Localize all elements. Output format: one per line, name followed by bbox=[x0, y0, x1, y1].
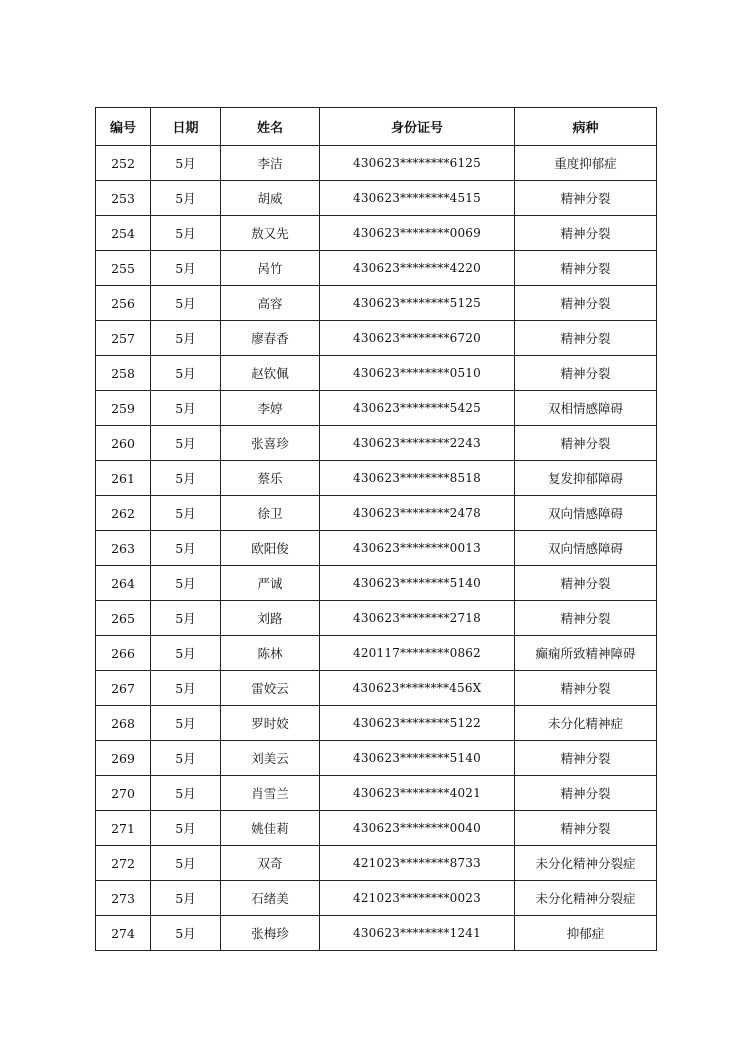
table-row bbox=[96, 706, 657, 741]
cell-id-number: 421023********0023 bbox=[320, 881, 515, 916]
cell-id-number: 430623********0510 bbox=[320, 356, 515, 391]
cell-name: 肖雪兰 bbox=[221, 776, 320, 811]
cell-id-number: 430623********2718 bbox=[320, 601, 515, 636]
table-row bbox=[96, 181, 657, 216]
cell-number: 265 bbox=[96, 601, 151, 636]
table-row bbox=[96, 636, 657, 671]
cell-name: 欧阳俊 bbox=[221, 531, 320, 566]
cell-date: 5月 bbox=[151, 496, 221, 531]
cell-name: 雷姣云 bbox=[221, 671, 320, 706]
cell-id-number: 430623********456X bbox=[320, 671, 515, 706]
cell-number: 254 bbox=[96, 216, 151, 251]
cell-id-number: 430623********4021 bbox=[320, 776, 515, 811]
cell-name: 张喜珍 bbox=[221, 426, 320, 461]
cell-disease: 精神分裂 bbox=[515, 216, 657, 251]
header-name: 姓名 bbox=[221, 108, 320, 146]
cell-number: 273 bbox=[96, 881, 151, 916]
cell-name: 双奇 bbox=[221, 846, 320, 881]
table-row bbox=[96, 811, 657, 846]
table-row bbox=[96, 566, 657, 601]
table-row bbox=[96, 146, 657, 181]
cell-disease: 精神分裂 bbox=[515, 286, 657, 321]
cell-number: 257 bbox=[96, 321, 151, 356]
cell-name: 陈林 bbox=[221, 636, 320, 671]
cell-date: 5月 bbox=[151, 321, 221, 356]
cell-name: 姚佳莉 bbox=[221, 811, 320, 846]
cell-number: 263 bbox=[96, 531, 151, 566]
cell-number: 259 bbox=[96, 391, 151, 426]
cell-number: 267 bbox=[96, 671, 151, 706]
cell-name: 赵钦佩 bbox=[221, 356, 320, 391]
cell-name: 廖春香 bbox=[221, 321, 320, 356]
cell-number: 258 bbox=[96, 356, 151, 391]
table-row bbox=[96, 461, 657, 496]
cell-disease: 未分化精神分裂症 bbox=[515, 881, 657, 916]
cell-disease: 精神分裂 bbox=[515, 601, 657, 636]
cell-disease: 癫痫所致精神障碍 bbox=[515, 636, 657, 671]
cell-name: 严诚 bbox=[221, 566, 320, 601]
cell-date: 5月 bbox=[151, 146, 221, 181]
table-body bbox=[96, 146, 657, 951]
cell-disease: 精神分裂 bbox=[515, 321, 657, 356]
cell-name: 徐卫 bbox=[221, 496, 320, 531]
cell-id-number: 430623********5140 bbox=[320, 741, 515, 776]
cell-date: 5月 bbox=[151, 811, 221, 846]
cell-name: 张梅珍 bbox=[221, 916, 320, 951]
cell-id-number: 430623********5140 bbox=[320, 566, 515, 601]
cell-id-number: 430623********0013 bbox=[320, 531, 515, 566]
cell-disease: 未分化精神症 bbox=[515, 706, 657, 741]
cell-name: 敖又先 bbox=[221, 216, 320, 251]
cell-id-number: 430623********2243 bbox=[320, 426, 515, 461]
cell-date: 5月 bbox=[151, 531, 221, 566]
cell-disease: 复发抑郁障碍 bbox=[515, 461, 657, 496]
patient-table bbox=[95, 107, 657, 951]
cell-id-number: 430623********8518 bbox=[320, 461, 515, 496]
cell-name: 胡威 bbox=[221, 181, 320, 216]
cell-date: 5月 bbox=[151, 251, 221, 286]
cell-number: 274 bbox=[96, 916, 151, 951]
cell-name: 刘美云 bbox=[221, 741, 320, 776]
cell-name: 高容 bbox=[221, 286, 320, 321]
table-row bbox=[96, 321, 657, 356]
cell-date: 5月 bbox=[151, 776, 221, 811]
patient-table-sheet bbox=[95, 107, 656, 951]
cell-date: 5月 bbox=[151, 636, 221, 671]
table-row bbox=[96, 776, 657, 811]
cell-id-number: 430623********6125 bbox=[320, 146, 515, 181]
cell-date: 5月 bbox=[151, 846, 221, 881]
cell-number: 252 bbox=[96, 146, 151, 181]
cell-date: 5月 bbox=[151, 601, 221, 636]
table-row bbox=[96, 846, 657, 881]
cell-name: 呙竹 bbox=[221, 251, 320, 286]
table-row bbox=[96, 496, 657, 531]
cell-date: 5月 bbox=[151, 391, 221, 426]
cell-number: 261 bbox=[96, 461, 151, 496]
cell-name: 刘路 bbox=[221, 601, 320, 636]
cell-number: 256 bbox=[96, 286, 151, 321]
cell-date: 5月 bbox=[151, 216, 221, 251]
cell-id-number: 430623********0040 bbox=[320, 811, 515, 846]
cell-disease: 双向情感障碍 bbox=[515, 531, 657, 566]
cell-date: 5月 bbox=[151, 916, 221, 951]
cell-disease: 精神分裂 bbox=[515, 741, 657, 776]
cell-date: 5月 bbox=[151, 706, 221, 741]
cell-date: 5月 bbox=[151, 461, 221, 496]
cell-name: 李婷 bbox=[221, 391, 320, 426]
table-header-row bbox=[96, 108, 657, 146]
cell-name: 蔡乐 bbox=[221, 461, 320, 496]
table-row bbox=[96, 391, 657, 426]
cell-disease: 精神分裂 bbox=[515, 566, 657, 601]
cell-id-number: 430623********5125 bbox=[320, 286, 515, 321]
cell-id-number: 420117********0862 bbox=[320, 636, 515, 671]
cell-disease: 双相情感障碍 bbox=[515, 391, 657, 426]
cell-date: 5月 bbox=[151, 671, 221, 706]
table-row bbox=[96, 426, 657, 461]
cell-id-number: 430623********4220 bbox=[320, 251, 515, 286]
cell-id-number: 430623********5122 bbox=[320, 706, 515, 741]
cell-date: 5月 bbox=[151, 181, 221, 216]
cell-number: 269 bbox=[96, 741, 151, 776]
cell-disease: 精神分裂 bbox=[515, 776, 657, 811]
cell-number: 262 bbox=[96, 496, 151, 531]
table-row bbox=[96, 881, 657, 916]
table-row bbox=[96, 531, 657, 566]
cell-id-number: 430623********4515 bbox=[320, 181, 515, 216]
table-row bbox=[96, 286, 657, 321]
table-row bbox=[96, 916, 657, 951]
cell-id-number: 430623********6720 bbox=[320, 321, 515, 356]
header-disease: 病种 bbox=[515, 108, 657, 146]
cell-name: 罗时姣 bbox=[221, 706, 320, 741]
cell-number: 270 bbox=[96, 776, 151, 811]
cell-id-number: 430623********1241 bbox=[320, 916, 515, 951]
cell-date: 5月 bbox=[151, 356, 221, 391]
cell-number: 268 bbox=[96, 706, 151, 741]
cell-date: 5月 bbox=[151, 426, 221, 461]
cell-number: 253 bbox=[96, 181, 151, 216]
cell-disease: 精神分裂 bbox=[515, 426, 657, 461]
cell-id-number: 430623********5425 bbox=[320, 391, 515, 426]
cell-disease: 精神分裂 bbox=[515, 811, 657, 846]
cell-name: 石绪美 bbox=[221, 881, 320, 916]
cell-disease: 抑郁症 bbox=[515, 916, 657, 951]
cell-number: 271 bbox=[96, 811, 151, 846]
table-row bbox=[96, 356, 657, 391]
cell-number: 272 bbox=[96, 846, 151, 881]
cell-name: 李洁 bbox=[221, 146, 320, 181]
cell-disease: 精神分裂 bbox=[515, 181, 657, 216]
cell-id-number: 430623********0069 bbox=[320, 216, 515, 251]
table-row bbox=[96, 216, 657, 251]
cell-id-number: 421023********8733 bbox=[320, 846, 515, 881]
cell-date: 5月 bbox=[151, 286, 221, 321]
cell-disease: 双向情感障碍 bbox=[515, 496, 657, 531]
cell-disease: 重度抑郁症 bbox=[515, 146, 657, 181]
header-number: 编号 bbox=[96, 108, 151, 146]
header-date: 日期 bbox=[151, 108, 221, 146]
cell-disease: 精神分裂 bbox=[515, 671, 657, 706]
cell-disease: 未分化精神分裂症 bbox=[515, 846, 657, 881]
table-row bbox=[96, 251, 657, 286]
cell-disease: 精神分裂 bbox=[515, 356, 657, 391]
cell-number: 260 bbox=[96, 426, 151, 461]
table-row bbox=[96, 741, 657, 776]
cell-number: 264 bbox=[96, 566, 151, 601]
cell-number: 266 bbox=[96, 636, 151, 671]
cell-disease: 精神分裂 bbox=[515, 251, 657, 286]
cell-date: 5月 bbox=[151, 741, 221, 776]
header-id-number: 身份证号 bbox=[320, 108, 515, 146]
cell-number: 255 bbox=[96, 251, 151, 286]
cell-id-number: 430623********2478 bbox=[320, 496, 515, 531]
table-row bbox=[96, 671, 657, 706]
cell-date: 5月 bbox=[151, 881, 221, 916]
table-row bbox=[96, 601, 657, 636]
cell-date: 5月 bbox=[151, 566, 221, 601]
